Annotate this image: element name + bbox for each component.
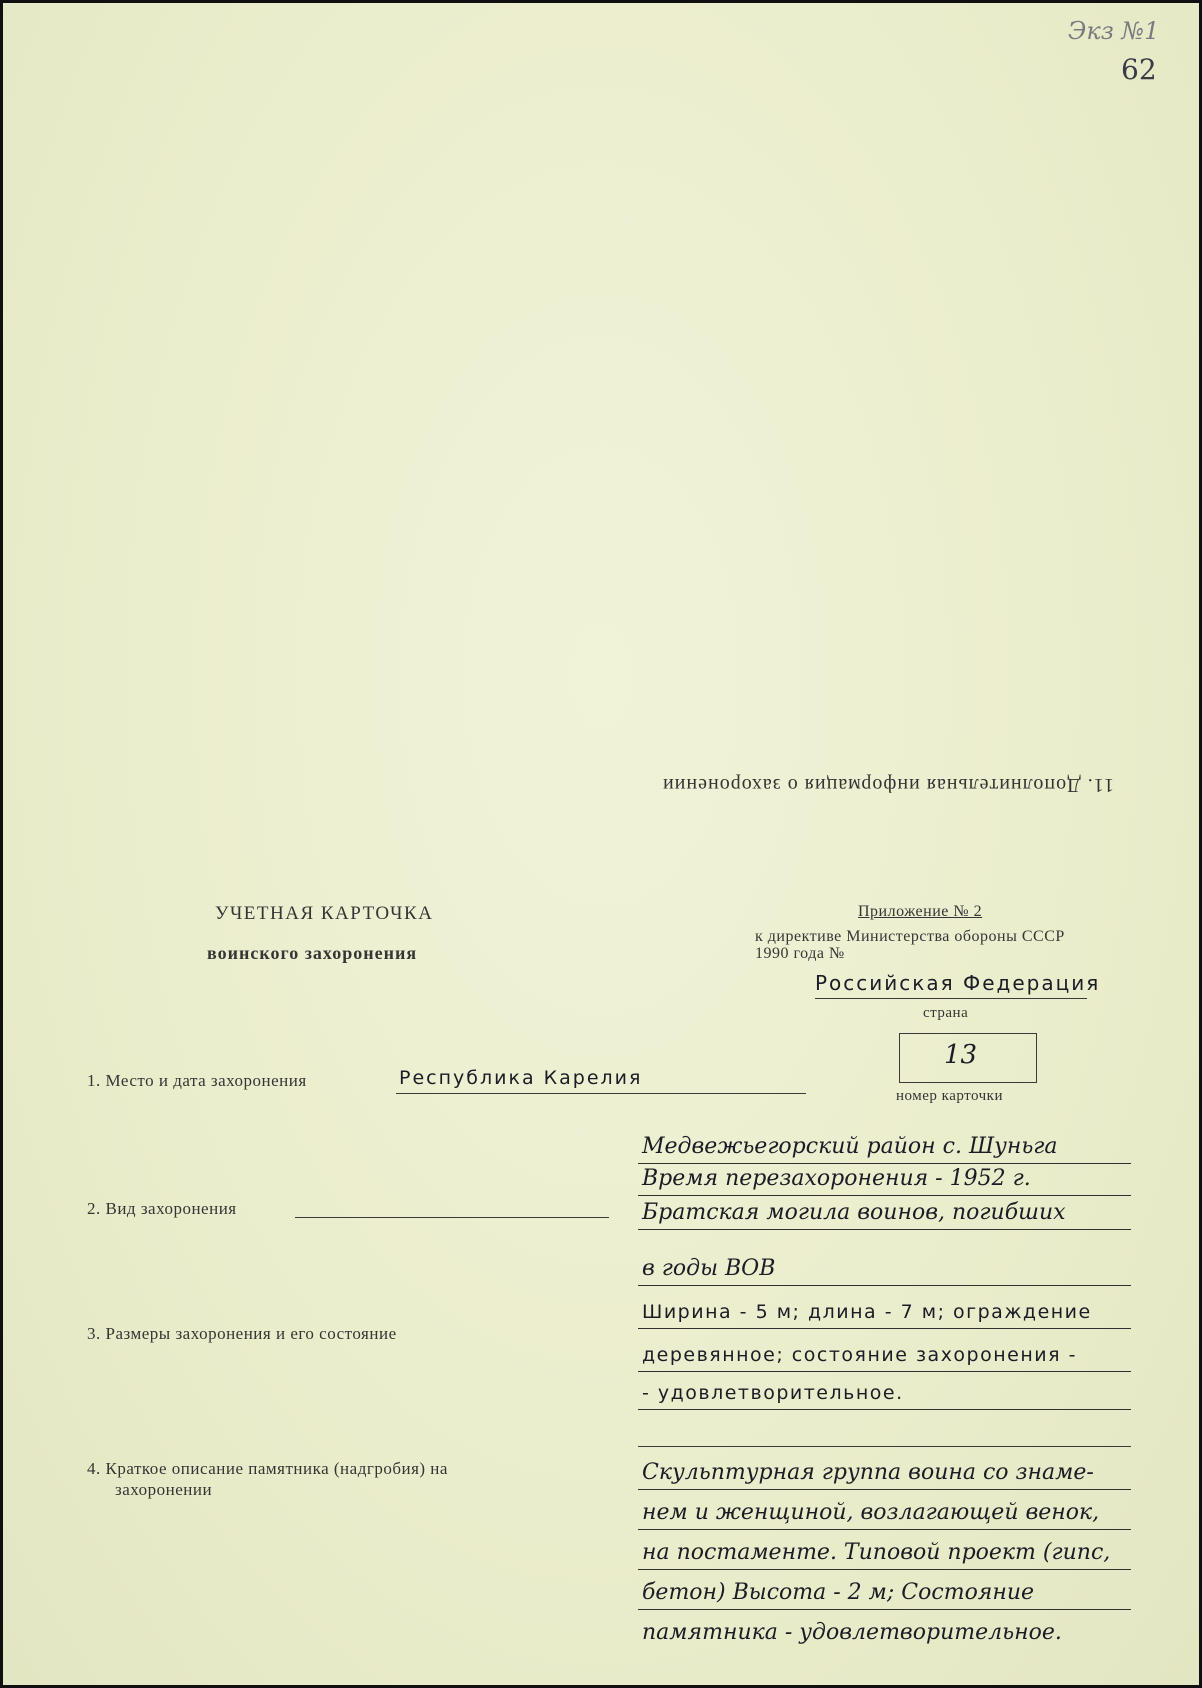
field-type-label: 2. Вид захоронения	[87, 1199, 237, 1218]
field-place-line-2: Время перезахоронения - 1952 г.	[638, 1165, 1131, 1196]
field-monument-label-1: 4. Краткое описание памятника (надгробия) на	[87, 1459, 448, 1478]
country-label: страна	[923, 1005, 969, 1021]
appendix-year: 1990 года №	[755, 945, 845, 962]
card-number-label: номер карточки	[896, 1088, 1003, 1104]
field-type-line-1: Братская могила воинов, погибших	[638, 1199, 1131, 1230]
appendix-directive: к директиве Министерства обороны СССР	[755, 928, 1065, 945]
card-number-box	[899, 1033, 1037, 1083]
field-size-line-2: деревянное; состояние захоронения -	[638, 1341, 1131, 1372]
archive-page-number: 62	[1121, 53, 1157, 86]
field-size-line-3: - удовлетворительное.	[638, 1379, 1131, 1410]
country-value: Российская Федерация	[815, 971, 1101, 995]
additional-info-header-inverted: 11. Дополнительная информация о захоронении	[662, 774, 1114, 796]
field-monument-line-5: памятника - удовлетворительное.	[642, 1620, 1062, 1645]
archive-copy-note: Экз №1	[1068, 17, 1160, 45]
field-monument-label-2: захоронении	[115, 1480, 213, 1499]
card-number-value: 13	[944, 1040, 978, 1070]
card-subtitle: воинского захоронения	[207, 943, 418, 963]
field-place-line-1: Медвежьегорский район с. Шуньга	[638, 1133, 1131, 1164]
field-monument-line-3: на постаменте. Типовой проект (гипс,	[638, 1539, 1131, 1570]
field-place-label: 1. Место и дата захоронения	[87, 1071, 307, 1090]
field-size-label: 3. Размеры захоронения и его состояние	[87, 1324, 397, 1343]
document-page	[3, 3, 1199, 1685]
card-title: УЧЕТНАЯ КАРТОЧКА	[215, 903, 434, 924]
field-monument-line-4: бетон) Высота - 2 м; Состояние	[638, 1579, 1131, 1610]
field-size-line-1: Ширина - 5 м; длина - 7 м; ограждение	[638, 1298, 1131, 1329]
field-type-line-2: в годы ВОВ	[638, 1255, 1131, 1286]
field-monument-line-1: Скульптурная группа воина со знаме-	[638, 1459, 1131, 1490]
appendix-title: Приложение № 2	[858, 903, 983, 920]
field-monument-line-2: нем и женщиной, возлагающей венок,	[638, 1499, 1131, 1530]
field-place-value: Республика Карелия	[399, 1067, 643, 1089]
